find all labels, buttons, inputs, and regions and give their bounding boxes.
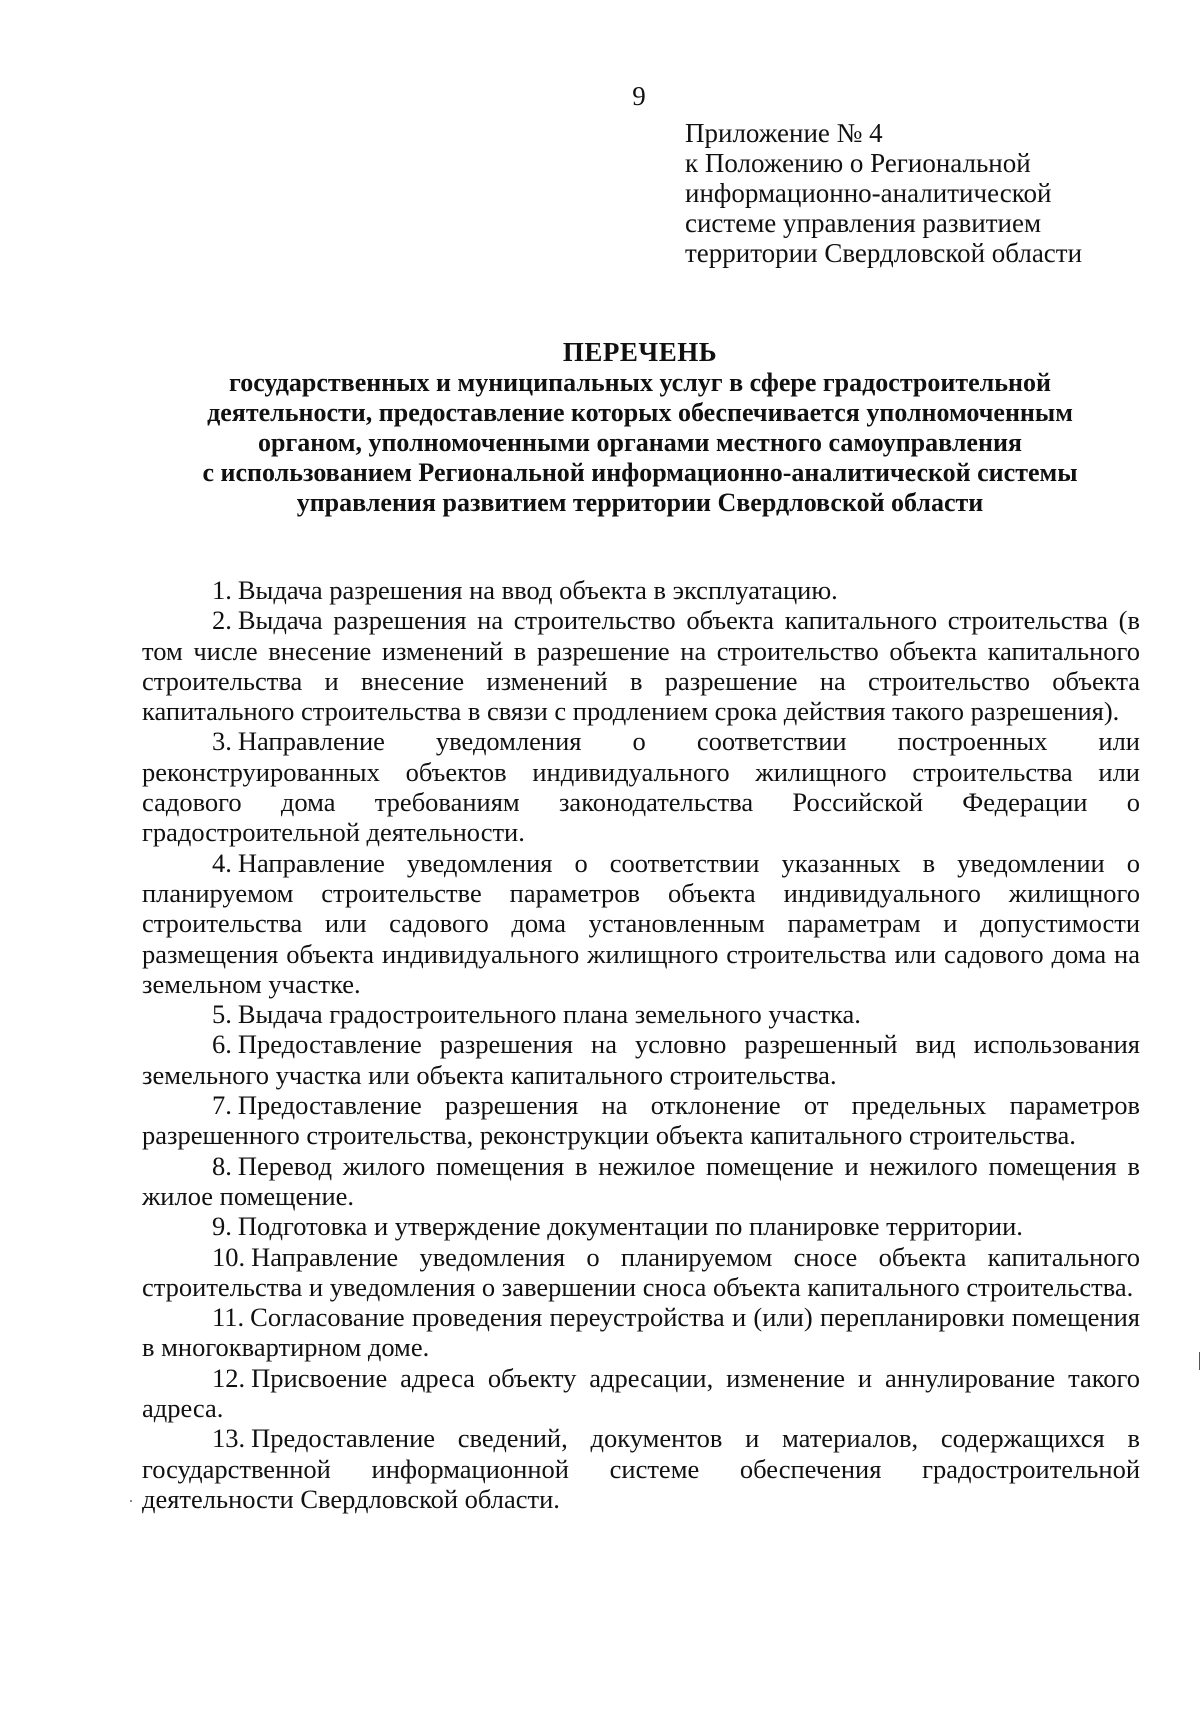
item-text: Направление уведомления о соответствии построенных или реконструированных объектов индивидуального жилищного строительства или садового дома требованиям законодательства Российской Федерации о градостроительной деятельности. <box>142 726 1140 848</box>
list-item <box>142 1363 1140 1424</box>
appendix-line: информационно-аналитической <box>685 178 1052 208</box>
list-item <box>142 1029 1140 1090</box>
item-text: Предоставление разрешения на отклонение от предельных параметров разрешенного строительства, реконструкции объекта капитального строительства. <box>142 1090 1140 1151</box>
item-number: 5. <box>212 999 232 1030</box>
appendix-block <box>685 118 1165 268</box>
heading-line: управления развитием территории Свердловской области <box>296 488 984 517</box>
list-item <box>142 1090 1140 1151</box>
item-text: Выдача градостроительного плана земельного участка. <box>237 999 861 1030</box>
services-list <box>142 575 1140 1514</box>
list-item <box>142 1423 1140 1514</box>
list-item <box>142 999 1140 1029</box>
appendix-line: Приложение № 4 <box>685 118 883 148</box>
item-text: Согласование проведения переустройства и (или) перепланировки помещения в многоквартирном доме. <box>142 1302 1140 1363</box>
list-item <box>142 1151 1140 1212</box>
item-number: 11. <box>212 1302 245 1333</box>
item-text: Присвоение адреса объекту адресации, изменение и аннулирование такого адреса. <box>142 1362 1140 1424</box>
item-number: 3. <box>212 726 232 757</box>
heading-line: деятельности, предоставление которых обеспечивается уполномоченным <box>207 398 1073 427</box>
item-text: Предоставление разрешения на условно разрешенный вид использования земельного участка или объекта капитального строительства. <box>142 1029 1140 1090</box>
heading-line: с использованием Региональной информационно-аналитической системы <box>202 458 1078 487</box>
scan-artifact <box>130 1500 132 1502</box>
list-item <box>142 726 1140 847</box>
page-number: 9 <box>632 81 646 111</box>
list-item <box>142 1211 1140 1241</box>
document-heading <box>140 336 1140 518</box>
item-number: 2. <box>212 605 232 636</box>
item-text: Предоставление сведений, документов и материалов, содержащихся в государственной информационной системе обеспечения градостроительной деятельности Свердловской области. <box>142 1423 1140 1514</box>
item-number: 9. <box>212 1211 232 1242</box>
item-number: 1. <box>212 575 232 605</box>
item-text: Направление уведомления о соответствии указанных в уведомлении о планируемом строительстве параметров объекта индивидуального жилищного строительства или садового дома установленным параметрам и допустимости размещения объекта индивидуального жилищного строительства или садового дома на земельном участке. <box>142 847 1140 999</box>
item-text: Выдача разрешения на строительство объекта капитального строительства (в том числе внесение изменений в разрешение на строительство объекта капитального строительства и внесение изменений в разрешение на строительство объекта капитального строительства в связи с продлением срока действия такого разрешения). <box>142 605 1140 727</box>
item-number: 4. <box>212 847 232 878</box>
item-number: 12. <box>212 1362 246 1393</box>
item-text: Направление уведомления о планируемом сносе объекта капитального строительства и уведомления о завершении сноса объекта капитального строительства. <box>142 1241 1140 1302</box>
list-item <box>142 1302 1140 1363</box>
heading-line: государственных и муниципальных услуг в сфере градостроительной <box>229 368 1051 397</box>
list-item <box>142 1242 1140 1303</box>
item-number: 7. <box>212 1090 232 1121</box>
appendix-line: территории Свердловской области <box>685 238 1083 268</box>
document-title: ПЕРЕЧЕНЬ <box>562 337 718 367</box>
list-item <box>142 605 1140 726</box>
appendix-line: системе управления развитием <box>685 208 1042 238</box>
item-number: 6. <box>212 1029 232 1060</box>
item-text: Подготовка и утверждение документации по планировке территории. <box>237 1211 1023 1242</box>
list-item <box>142 575 1140 605</box>
item-number: 13. <box>212 1423 246 1454</box>
item-number: 10. <box>212 1241 246 1272</box>
appendix-line: к Положению о Региональной <box>685 148 1031 178</box>
item-number: 8. <box>212 1150 232 1181</box>
item-text: Перевод жилого помещения в нежилое помещение и нежилого помещения в жилое помещение. <box>142 1150 1140 1211</box>
item-text: Выдача разрешения на ввод объекта в эксплуатацию. <box>237 575 838 605</box>
list-item <box>142 848 1140 999</box>
heading-line: органом, уполномоченными органами местного самоуправления <box>257 428 1022 457</box>
